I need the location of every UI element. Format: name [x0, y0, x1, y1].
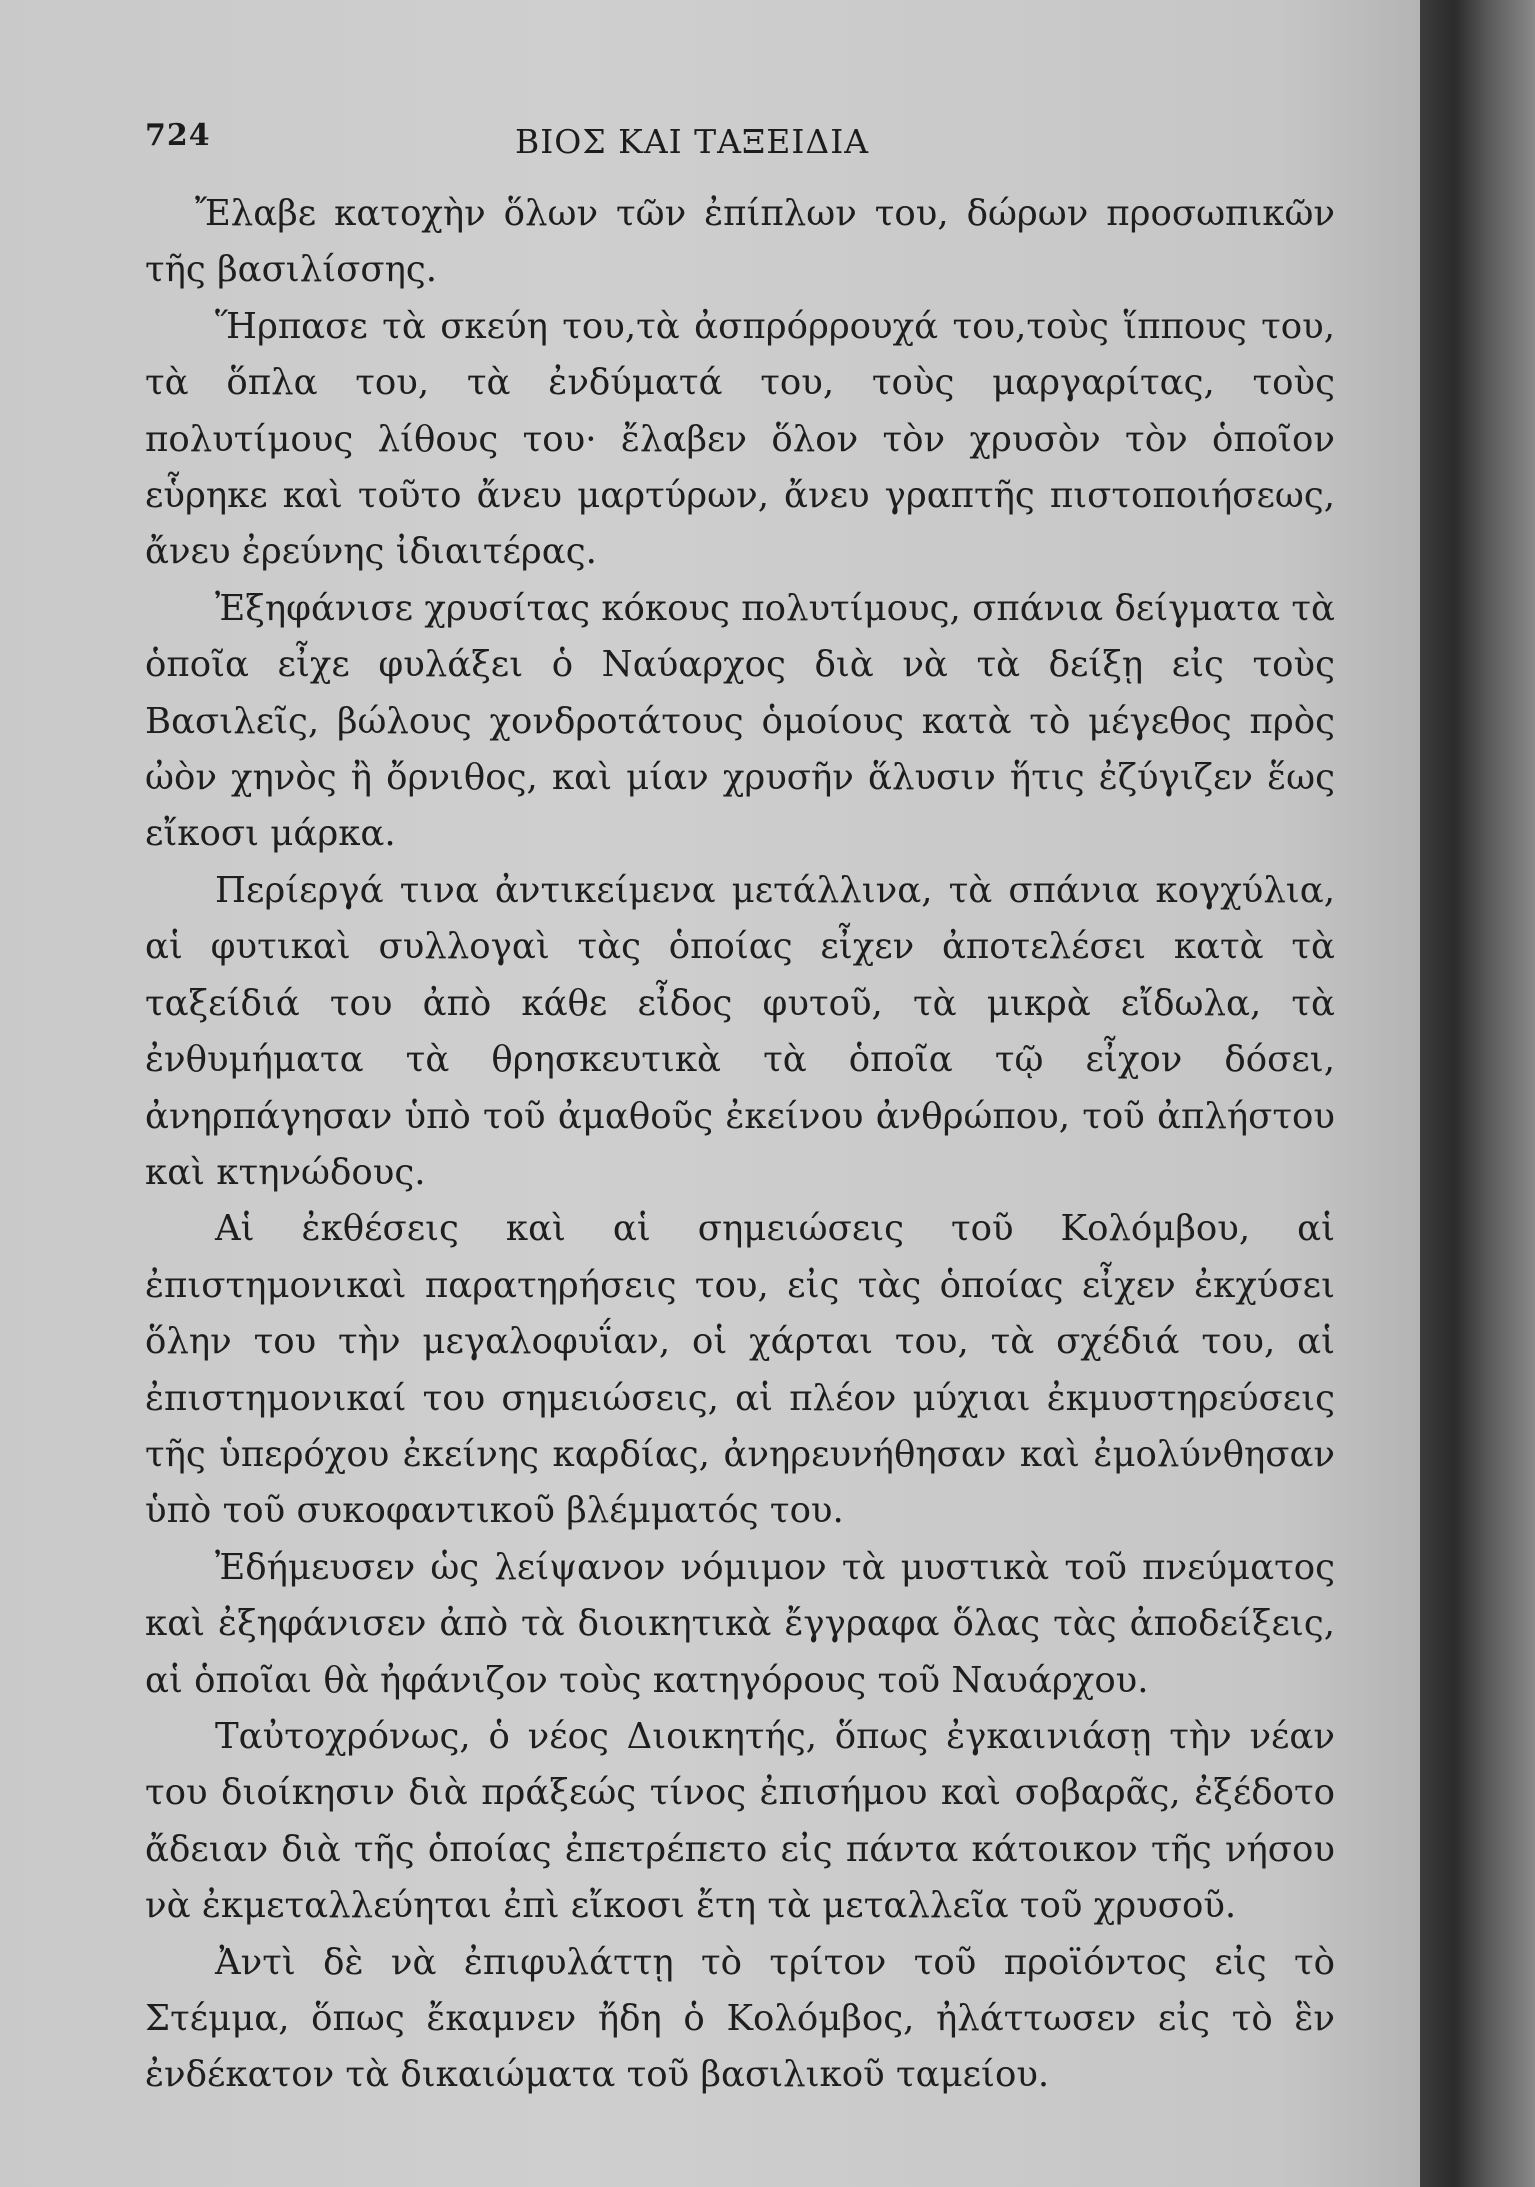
- paragraph: Ἔλαβε κατοχὴν ὅλων τῶν ἐπίπλων του, δώρων προσωπικῶν τῆς βασιλίσσης.: [145, 193, 1335, 291]
- paragraph: Ἐξηφάνισε χρυσίτας κόκους πολυτίμους, σπάνια δείγματα τὰ ὁποῖα εἶχε φυλάξει ὁ Ναύαρχος διὰ νὰ τὰ δείξῃ εἰς τοὺς Βασιλεῖς, βώλους χονδροτάτους ὁμοίους κατὰ τὸ μέγεθος πρὸς ὠὸν χηνὸς ἢ ὄρνιθος, καὶ μίαν χρυσῆν ἅλυσιν ἥτις ἐζύγιζεν ἕως εἴκοσι μάρκα.: [145, 587, 1335, 855]
- paragraph: Ταὐτοχρόνως, ὁ νέος Διοικητής, ὅπως ἐγκαινιάσῃ τὴν νέαν του διοίκησιν διὰ πράξεώς τίνος ἐπισήμου καὶ σοβαρᾶς, ἐξέδοτο ἄδειαν διὰ τῆς ὁποίας ἐπετρέπετο εἰς πάντα κάτοικον τῆς νήσου νὰ ἐκμεταλλεύηται ἐπὶ εἴκοσι ἔτη τὰ μεταλλεῖα τοῦ χρυσοῦ.: [145, 1715, 1335, 1927]
- running-title: ΒΙΟΣ ΚΑΙ ΤΑΞΕΙΔΙΑ: [515, 122, 870, 161]
- paragraph: Αἱ ἐκθέσεις καὶ αἱ σημειώσεις τοῦ Κολόμβου, αἱ ἐπιστημονικαὶ παρατηρήσεις του, εἰς τὰς ὁποίας εἶχεν ἐκχύσει ὅλην του τὴν μεγαλοφυΐαν, οἱ χάρται του, τὰ σχέδιά του, αἱ ἐπιστημονικαί του σημειώσεις, αἱ πλέον μύχιαι ἐκμυστηρεύσεις τῆς ὑπερόχου ἐκείνης καρδίας, ἀνηρευνήθησαν καὶ ἐμολύνθησαν ὑπὸ τοῦ συκοφαντικοῦ βλέμματός του.: [145, 1208, 1335, 1532]
- paragraph: Ἐδήμευσεν ὡς λείψανον νόμιμον τὰ μυστικὰ τοῦ πνεύματος καὶ ἐξηφάνισεν ἀπὸ τὰ διοικητικὰ ἔγγραφα ὅλας τὰς ἀποδείξεις, αἱ ὁποῖαι θὰ ἠφάνιζον τοὺς κατηγόρους τοῦ Ναυάρχου.: [145, 1546, 1335, 1701]
- body-text: [145, 186, 1335, 2104]
- paragraph: Ἥρπασε τὰ σκεύη του,τὰ ἀσπρόρρουχά του,τοὺς ἵππους του, τὰ ὅπλα του, τὰ ἐνδύματά του, τοὺς μαργαρίτας, τοὺς πολυτίμους λίθους του· ἔλαβεν ὅλον τὸν χρυσὸν τὸν ὁποῖον εὗρηκε καὶ τοῦτο ἄνευ μαρτύρων, ἄνευ γραπτῆς πιστοποιήσεως, ἄνευ ἐρεύνης ἰδιαιτέρας.: [145, 305, 1335, 573]
- paragraph: Ἀντὶ δὲ νὰ ἐπιφυλάττῃ τὸ τρίτον τοῦ προϊόντος εἰς τὸ Στέμμα, ὅπως ἔκαμνεν ἤδη ὁ Κολόμβος, ἠλάττωσεν εἰς τὸ ἓν ἐνδέκατον τὰ δικαιώματα τοῦ βασιλικοῦ ταμείου.: [145, 1941, 1335, 2096]
- page-header: [145, 118, 1345, 162]
- paragraph: Περίεργά τινα ἀντικείμενα μετάλλινα, τὰ σπάνια κογχύλια, αἱ φυτικαὶ συλλογαὶ τὰς ὁποίας εἶχεν ἀποτελέσει κατὰ τὰ ταξείδιά του ἀπὸ κάθε εἶδος φυτοῦ, τὰ μικρὰ εἴδωλα, τὰ ἐνθυμήματα τὰ θρησκευτικὰ τὰ ὁποῖα τῷ εἶχον δόσει, ἀνηρπάγησαν ὑπὸ τοῦ ἀμαθοῦς ἐκείνου ἀνθρώπου, τοῦ ἀπλήστου καὶ κτηνώδους.: [145, 869, 1335, 1193]
- book-gutter-shadow: [1420, 0, 1535, 2187]
- page-number: 724: [145, 118, 211, 153]
